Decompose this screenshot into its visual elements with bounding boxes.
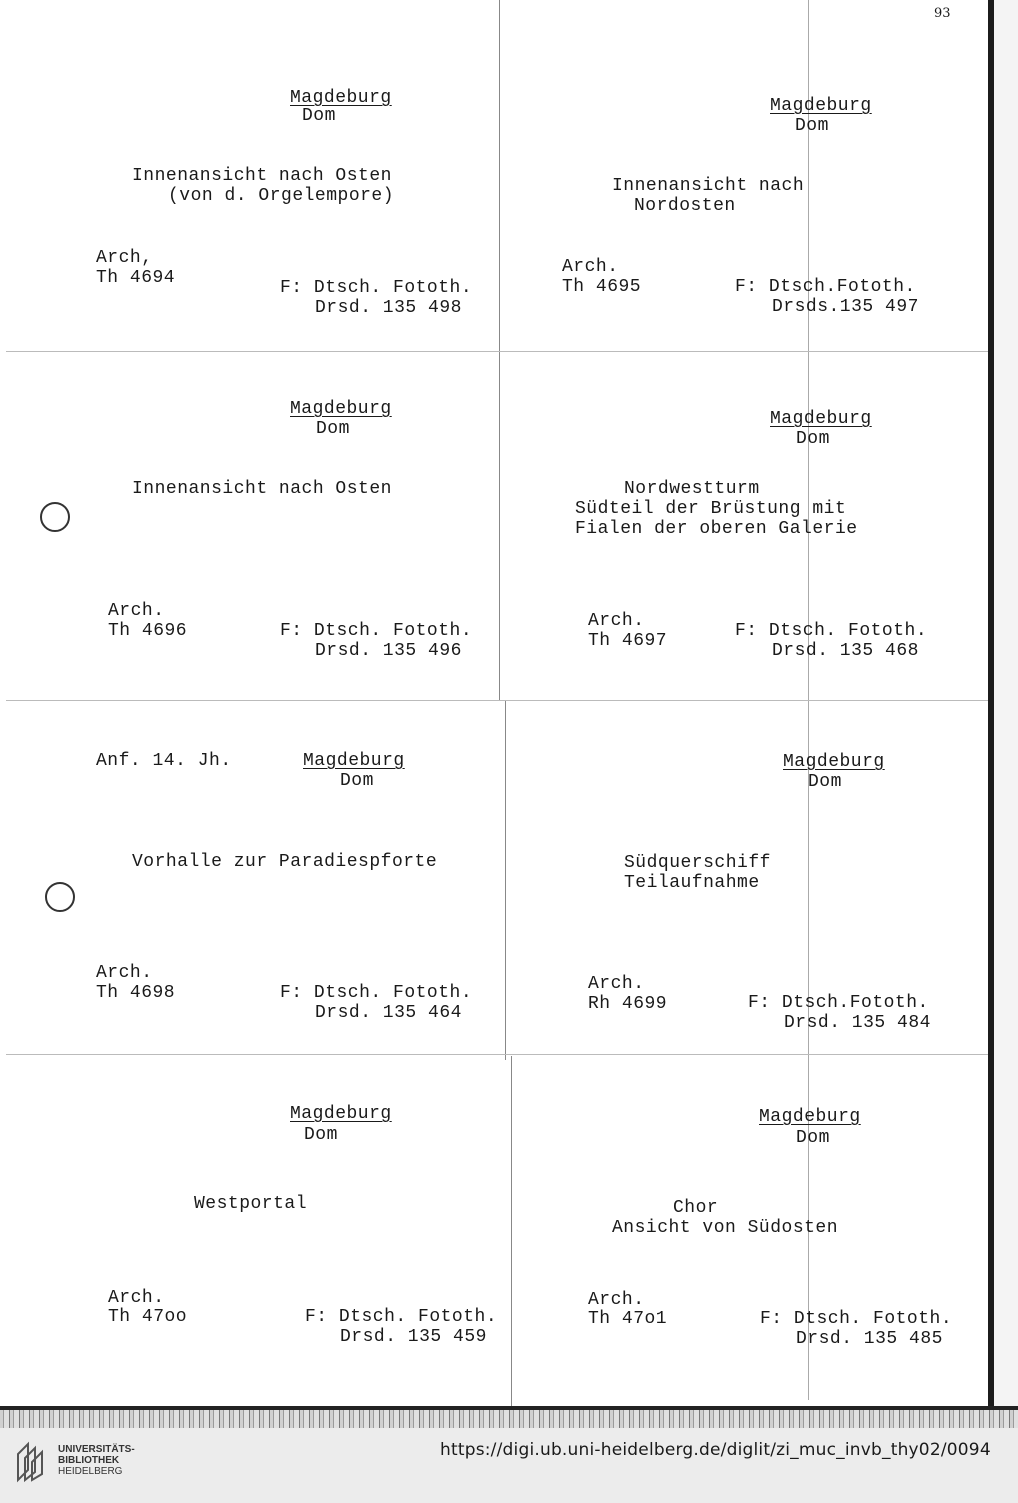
card-source: F: Dtsch. Fototh. [760, 1309, 953, 1329]
card-title-line: (von d. Orgelempore) [168, 186, 395, 206]
card-city: Magdeburg [783, 752, 885, 772]
card-building: Dom [796, 1128, 830, 1148]
card-arch-number: Th 47o1 [588, 1309, 668, 1329]
card-arch-label: Arch. [562, 257, 619, 277]
card-source: F: Dtsch. Fototh. [280, 621, 473, 641]
card-source: F: Dtsch. Fototh. [735, 621, 928, 641]
card-arch-number: Th 4695 [562, 277, 642, 297]
card-source-ref: Drsd. 135 459 [340, 1327, 487, 1347]
card-building: Dom [795, 116, 829, 136]
card-divider-vertical [511, 1056, 512, 1406]
scan-margin [994, 0, 1018, 1410]
card-city: Magdeburg [770, 96, 872, 116]
card-title-line: Südteil der Brüstung mit [575, 499, 847, 519]
card-arch-label: Arch. [108, 601, 165, 621]
card-city: Magdeburg [290, 88, 392, 108]
card-title-line: Innenansicht nach [612, 176, 805, 196]
scan-strip [0, 1410, 1018, 1428]
card-arch-number: Th 4694 [96, 268, 176, 288]
card-title-line: Ansicht von Südosten [612, 1218, 839, 1238]
card-arch-number: Th 47oo [108, 1307, 188, 1327]
card-source-ref: Drsd. 135 464 [315, 1003, 462, 1023]
page-number: 93 [934, 6, 951, 21]
card-building: Dom [340, 771, 374, 791]
scan-edge [988, 0, 994, 1410]
card-building: Dom [302, 106, 336, 126]
library-footer [0, 1428, 1018, 1503]
card-building: Dom [796, 429, 830, 449]
card-title-line: Innenansicht nach Osten [132, 479, 392, 499]
card-title-line: Nordosten [634, 196, 736, 216]
card-source-ref: Drsd. 135 496 [315, 641, 462, 661]
card-arch-label: Arch. [588, 974, 645, 994]
card-arch-label: Arch, [96, 248, 153, 268]
punch-hole [45, 882, 75, 912]
logo-line: HEIDELBERG [58, 1466, 123, 1477]
card-arch-number: Th 4698 [96, 983, 176, 1003]
card-arch-label: Arch. [588, 611, 645, 631]
card-divider-horizontal [6, 351, 988, 352]
card-source: F: Dtsch.Fototh. [735, 277, 916, 297]
logo-line: BIBLIOTHEK [58, 1455, 120, 1466]
card-source-ref: Drsd. 135 468 [772, 641, 919, 661]
card-city: Magdeburg [303, 751, 405, 771]
card-title-line: Südquerschiff [624, 853, 771, 873]
card-title-line: Chor [673, 1198, 719, 1218]
card-arch-label: Arch. [96, 963, 153, 983]
punch-hole [40, 502, 70, 532]
card-divider-horizontal [6, 700, 988, 701]
card-city: Magdeburg [770, 409, 872, 429]
card-date: Anf. 14. Jh. [96, 751, 232, 771]
card-arch-number: Rh 4699 [588, 994, 668, 1014]
card-arch-number: Th 4696 [108, 621, 188, 641]
library-logo-icon [14, 1440, 48, 1484]
card-arch-number: Th 4697 [588, 631, 668, 651]
card-title-line: Fialen der oberen Galerie [575, 519, 858, 539]
card-divider-vertical [499, 0, 500, 700]
card-title-line: Vorhalle zur Paradiespforte [132, 852, 438, 872]
card-arch-label: Arch. [588, 1290, 645, 1310]
card-source: F: Dtsch. Fototh. [280, 983, 473, 1003]
logo-line: UNIVERSITÄTS- [58, 1444, 135, 1455]
card-source-ref: Drsds.135 497 [772, 297, 919, 317]
card-divider-horizontal [6, 1054, 988, 1055]
card-source-ref: Drsd. 135 485 [796, 1329, 943, 1349]
index-card-sheet [6, 0, 988, 1408]
card-building: Dom [304, 1125, 338, 1145]
card-title-line: Innenansicht nach Osten [132, 166, 392, 186]
card-city: Magdeburg [290, 399, 392, 419]
card-title-line: Teilaufnahme [624, 873, 760, 893]
card-source-ref: Drsd. 135 484 [784, 1013, 931, 1033]
card-source: F: Dtsch. Fototh. [305, 1307, 498, 1327]
card-source: F: Dtsch.Fototh. [748, 993, 929, 1013]
card-arch-label: Arch. [108, 1288, 165, 1308]
card-source: F: Dtsch. Fototh. [280, 278, 473, 298]
source-url-link[interactable]: https://digi.ub.uni-heidelberg.de/diglit/zi_muc_invb_thy02/0094 [440, 1440, 991, 1460]
card-building: Dom [316, 419, 350, 439]
card-city: Magdeburg [290, 1104, 392, 1124]
card-building: Dom [808, 772, 842, 792]
library-logo-text [58, 1444, 178, 1477]
card-source-ref: Drsd. 135 498 [315, 298, 462, 318]
card-city: Magdeburg [759, 1107, 861, 1127]
card-title-line: Nordwestturm [624, 479, 760, 499]
card-title-line: Westportal [194, 1194, 308, 1214]
card-divider-vertical [505, 700, 506, 1060]
